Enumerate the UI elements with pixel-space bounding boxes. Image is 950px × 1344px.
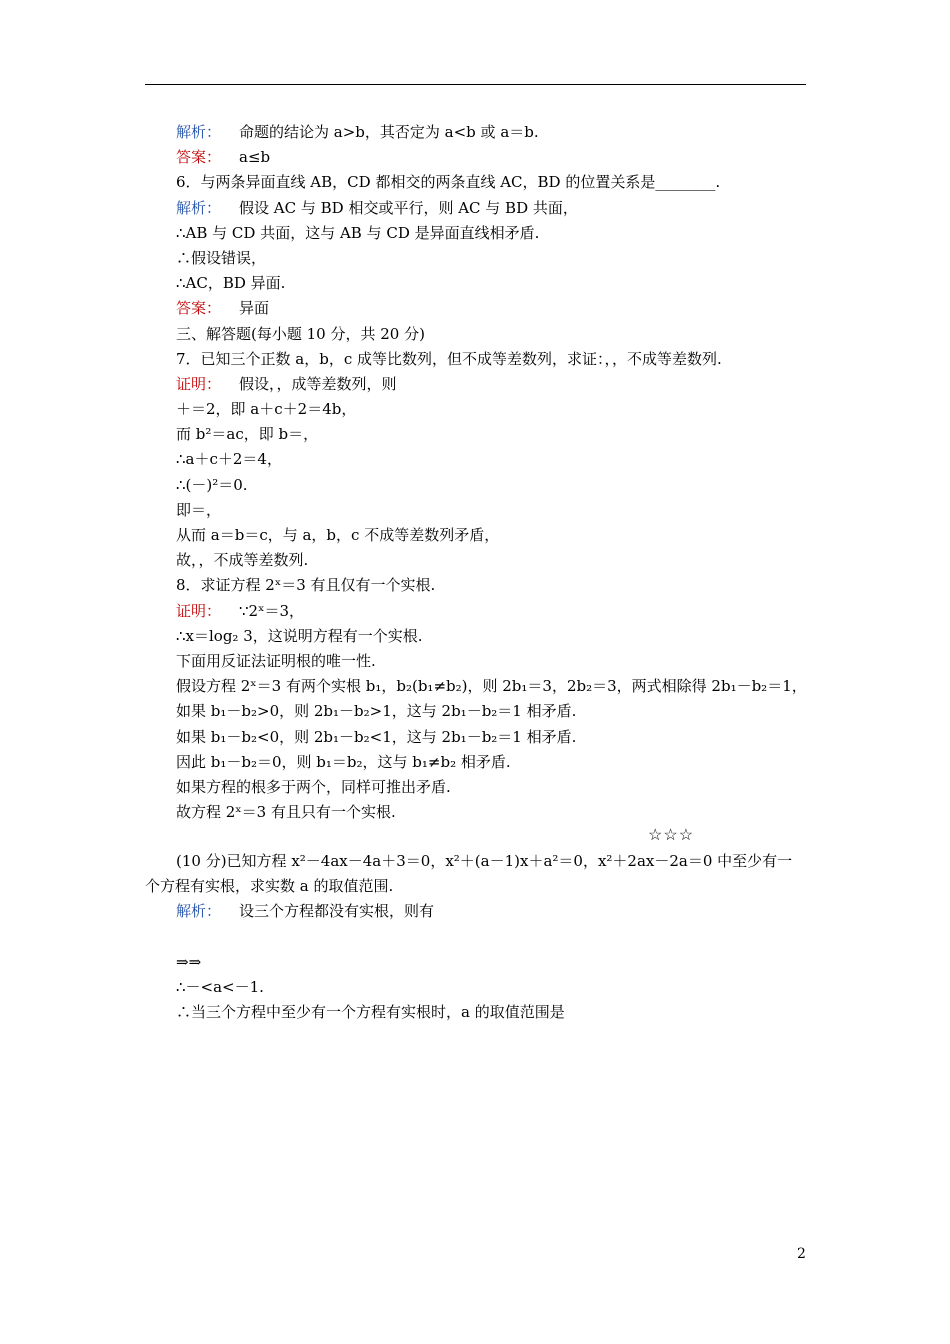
text-line <box>176 624 806 649</box>
line-text: 而 b²＝ac，即 b＝， <box>176 425 319 444</box>
line-text: 即＝， <box>176 500 222 519</box>
text-line <box>176 649 806 674</box>
line-text: ∴假设错误， <box>176 248 267 267</box>
line-text: 异面 <box>239 299 270 318</box>
line-text: 如果 b₁－b₂>0，则 2b₁－b₂>1，这与 2b₁－b₂＝1 相矛盾. <box>176 702 577 721</box>
line-text: ∴a＋c＋2＝4， <box>176 450 282 469</box>
text-line <box>176 145 806 170</box>
text-line <box>176 221 806 246</box>
problem-line-2: 个方程有实根，求实数 a 的取值范围. <box>145 877 394 896</box>
text-line <box>176 599 806 624</box>
analysis-label: 解析： <box>176 902 222 921</box>
text-line <box>176 296 806 321</box>
text-line <box>176 473 806 498</box>
tail-line: ∴－<a<－1. <box>176 978 264 997</box>
line-text: 7．已知三个正数 a，b，c 成等比数列，但不成等差数列，求证：，，不成等差数列. <box>176 349 722 368</box>
line-text: 假设，，成等差数列，则 <box>239 374 397 393</box>
problem-line-1: (10 分)已知方程 x²－4ax－4a＋3＝0，x²＋(a－1)x＋a²＝0，x²＋2ax－2a＝0 中至少有一 <box>176 852 793 870</box>
tail-line: ⇒⇒ <box>176 953 202 971</box>
line-text: 故，，不成等差数列. <box>176 551 309 570</box>
text-line <box>176 246 806 271</box>
line-label: 解析： <box>176 198 222 217</box>
solution-body <box>176 120 806 825</box>
line-text: 假设方程 2ˣ＝3 有两个实根 b₁，b₂(b₁≠b₂)，则 2b₁＝3，2b₂＝3，两式相除得 2b₁－b₂＝1， <box>176 677 807 696</box>
text-line <box>176 674 806 699</box>
text-line <box>176 196 806 221</box>
line-text: 如果 b₁－b₂<0，则 2b₁－b₂<1，这与 2b₁－b₂＝1 相矛盾. <box>176 727 577 746</box>
line-text: ＋＝2，即 a＋c＋2＝4b， <box>176 400 357 419</box>
line-text: 8．求证方程 2ˣ＝3 有且仅有一个实根. <box>176 576 436 595</box>
text-line <box>176 498 806 523</box>
line-label: 答案： <box>176 299 222 318</box>
line-text: 故方程 2ˣ＝3 有且只有一个实根. <box>176 803 396 822</box>
text-line <box>176 271 806 296</box>
text-line <box>176 372 806 397</box>
line-text: ∴AB 与 CD 共面，这与 AB 与 CD 是异面直线相矛盾. <box>176 223 540 242</box>
text-line <box>176 120 806 145</box>
line-text: 如果方程的根多于两个，同样可推出矛盾. <box>176 777 451 796</box>
text-line <box>176 800 806 825</box>
text-line <box>176 347 806 372</box>
text-line <box>176 523 806 548</box>
text-line <box>176 775 806 800</box>
line-text: ∴(－)²＝0. <box>176 475 248 494</box>
analysis-text: 设三个方程都没有实根，则有 <box>239 902 435 921</box>
line-text: ∵2ˣ＝3， <box>239 601 305 620</box>
line-text: 三、解答题(每小题 10 分，共 20 分) <box>176 324 425 343</box>
text-line <box>176 699 806 724</box>
problem-analysis <box>145 899 806 924</box>
text-line <box>176 750 806 775</box>
line-text: 从而 a＝b＝c，与 a，b，c 不成等差数列矛盾， <box>176 526 500 544</box>
line-label: 答案： <box>176 148 222 167</box>
header-rule <box>145 84 806 85</box>
text-line <box>176 170 806 195</box>
section-stars: ☆☆☆ <box>648 825 695 844</box>
line-label: 证明： <box>176 601 222 620</box>
text-line <box>176 447 806 472</box>
line-text: ∴AC，BD 异面. <box>176 274 286 293</box>
line-label: 证明： <box>176 374 222 393</box>
line-text: ∴x＝log₂ 3，这说明方程有一个实根. <box>176 626 423 645</box>
text-line <box>176 422 806 447</box>
extra-problem <box>145 849 806 925</box>
page-number: 2 <box>797 1246 806 1262</box>
line-text: 假设 AC 与 BD 相交或平行，则 AC 与 BD 共面， <box>239 198 578 217</box>
line-text: 命题的结论为 a>b，其否定为 a<b 或 a＝b. <box>239 123 539 141</box>
tail-lines <box>176 950 565 1026</box>
line-label: 解析： <box>176 123 222 141</box>
line-text: 下面用反证法证明根的唯一性. <box>176 651 376 670</box>
line-text: 6．与两条异面直线 AB，CD 都相交的两条直线 AC，BD 的位置关系是________. <box>176 173 721 192</box>
text-line <box>176 573 806 598</box>
text-line <box>176 397 806 422</box>
tail-line: ∴当三个方程中至少有一个方程有实根时，a 的取值范围是 <box>176 1003 565 1022</box>
line-text: 因此 b₁－b₂＝0，则 b₁＝b₂，这与 b₁≠b₂ 相矛盾. <box>176 752 511 771</box>
text-line <box>176 322 806 347</box>
line-text: a≤b <box>239 148 271 167</box>
text-line <box>176 548 806 573</box>
text-line <box>176 725 806 750</box>
